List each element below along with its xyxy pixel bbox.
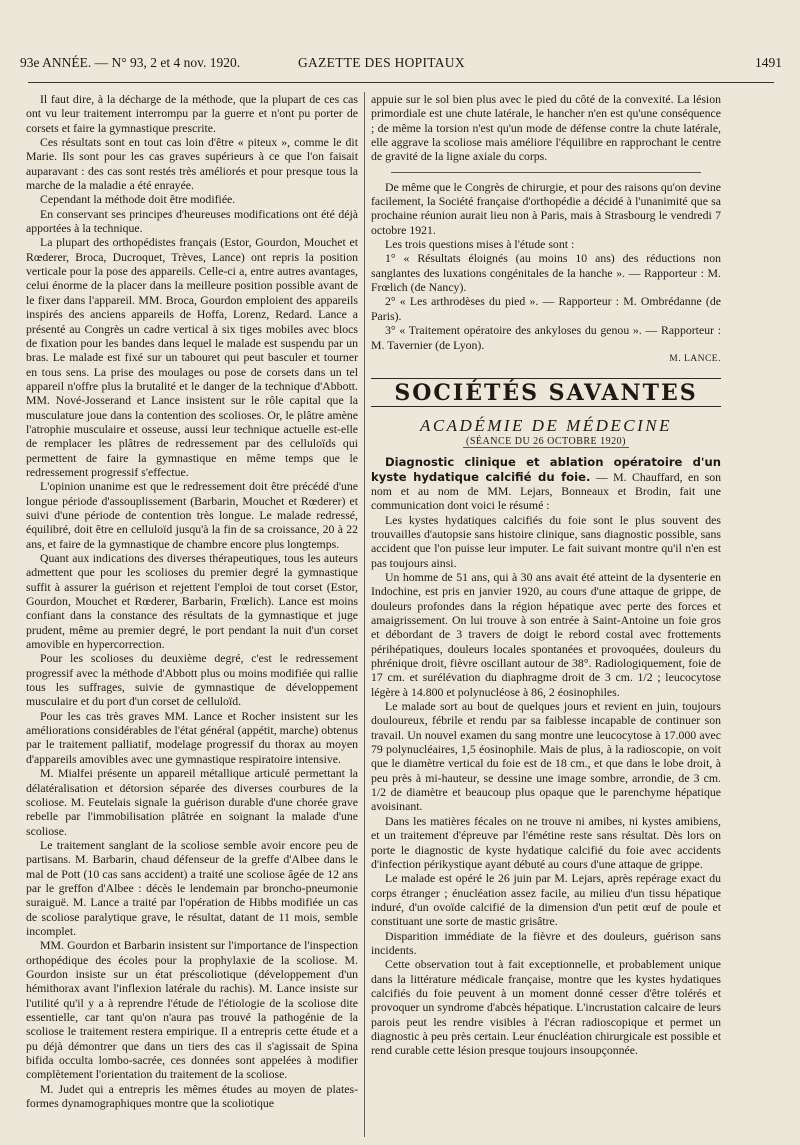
article-intro: — M. Chauffard, en son nom et au nom de MM. Lejars, Bonneaux et Brodin, fait une communication dont voici le résumé : [371, 469, 721, 513]
session-date-text: (SÉANCE DU 26 OCTOBRE 1920) [463, 436, 629, 448]
section-heading-box [371, 378, 721, 406]
paragraph: Cette observation tout à fait exceptionnelle, et probablement unique dans la littérature médicale française, montre que les kystes hydatiques calcifiés du foie peuvent à un moment donné cesser d'être tolérés et provoquer un syndrome d'abcès hépatique. L'incrustation calcaire de leurs parois peut les rendre visibles à l'écran radioscopique et permet un diagnostic à peu près certain. Leur énucléation chirurgicale est possible et rend curable cette lésion presque toujours insoupçonnée. [371, 957, 721, 1058]
paragraph: M. Judet qui a entrepris les mêmes études au moyen de plates-formes dynamographiques montre que la scoliotique [26, 1081, 358, 1111]
separator-rule [391, 172, 701, 173]
section-title: SOCIÉTÉS SAVANTES [394, 380, 698, 407]
paragraph: Ces résultats sont en tout cas loin d'être « piteux », comme le dit Marie. Ils sont pour les cas graves supérieurs à ce que l'on faisait auparavant : des cas sont restés très améliorés et pour presque tous la marche de la maladie a été enrayée. [26, 135, 358, 193]
paragraph: L'opinion unanime est que le redressement doit être précédé d'une longue période d'assouplissement (Barbarin, Mouchet et Rœderer) et suivi d'une période de contention très longue. Le malade redressé, équilibré, doit être en celluloïd jusqu'à la fin de sa croissance, 20 à 22 ans, et faire de la gymnastique de chambre encore plus longtemps. [26, 479, 358, 551]
paragraph: Les kystes hydatiques calcifiés du foie sont le plus souvent des trouvailles d'autopsie sans histoire clinique, sans diagnostic possible, sans accident que l'on puisse leur imputer. Le fait suivant montre qu'il n'en est pas toujours ainsi. [371, 512, 721, 570]
paragraph: De même que le Congrès de chirurgie, et pour des raisons qu'on devine facilement, la Société française d'orthopédie a décidé à l'unanimité que sa prochaine réunion aurait lieu non à Paris, mais à Strasbourg le vendredi 7 octobre 1921. [371, 179, 721, 237]
page-number: 1491 [755, 55, 782, 70]
academy-heading: ACADÉMIE DE MÉDECINE [419, 415, 673, 435]
header-rule [28, 82, 774, 83]
page-header [20, 52, 782, 74]
paragraph: M. Mialfei présente un appareil métallique articulé permettant la délatéralisation et détorsion séparée des diverses courbures de la scoliose. M. Feutelais signale la guérison durable d'une chorée grave rebelle par l'immobilisation plâtrée en soignant la malade d'une scoliose. [26, 766, 358, 838]
issue-info: 93e ANNÉE. — N° 93, 2 et 4 nov. 1920. [20, 55, 241, 70]
paragraph: Le traitement sanglant de la scoliose semble avoir encore peu de partisans. M. Barbarin, chaud défenseur de la greffe d'Albee dans le mal de Pott (10 cas sans accident) a traité une scoliose âgée de 12 ans par le greffon d'Albee : décès le lendemain par broncho-pneumonie suraiguë. M. Lance a traité par l'opération de Hibbs modifiée un cas de scoliose paralytique grave, le résultat, datant de 11 mois, semble incomplet. [26, 837, 358, 938]
paragraph: En conservant ses principes d'heureuses modifications ont été déjà apportées à la technique. [26, 206, 358, 236]
author-signature: M. LANCE. [669, 353, 721, 364]
paragraph: Le malade est opéré le 26 juin par M. Lejars, après repérage exact du corps étranger ; énucléation assez facile, au milieu d'un tissu hépatique induré, d'un ovoïde calcifié de la dimension d'un petit œuf de poule et constituant une sorte de mastic grisâtre. [371, 871, 721, 929]
question-item: 2° « Les arthrodèses du pied ». — Rapporteur : M. Ombrédanne (de Paris). [371, 294, 721, 323]
paragraph: Les trois questions mises à l'étude sont : [385, 237, 575, 252]
article-lead [371, 455, 721, 512]
column-divider [364, 92, 365, 1137]
paragraph: Disparition immédiate de la fièvre et des douleurs, guérison sans incidents. [371, 928, 721, 957]
question-item: 3° « Traitement opératoire des ankyloses du genou ». — Rapporteur : M. Tavernier (de Lyon). [371, 323, 721, 352]
paragraph: Il faut dire, à la décharge de la méthode, que la plupart de ces cas ont vu leur traitement interrompu par la guerre et n'ont pu porter de corsets et faire la gymnastique prescrite. [26, 92, 358, 135]
paragraph: appuie sur le sol bien plus avec le pied du côté de la convexité. La lésion primordiale est une chute latérale, le hancher n'en est qu'une conséquence ; de même la torsion n'est qu'un mode de défense contre la chute latérale, elle aggrave la scoliose mais améliore l'équilibre en rapprochant le centre de gravité de la ligne axiale du corps. [371, 92, 721, 164]
paragraph: Cependant la méthode doit être modifiée. [40, 192, 236, 207]
paragraph: Pour les scolioses du deuxième degré, c'est le redressement progressif avec la méthode d'Abbott plus ou moins modifiée qui rallie tous les suffrages, suivie de gymnastique de développement musculaire et du port d'un corset de celluloïd. [26, 651, 358, 709]
article-title: Diagnostic clinique et ablation opératoire d'un kyste hydatique calcifié du foie. [371, 455, 721, 484]
journal-title: GAZETTE DES HOPITAUX [298, 55, 465, 70]
paragraph: Le malade sort au bout de quelques jours et revient en juin, toujours douloureux, fébrile et rendu par sa faiblesse incapable de continuer son travail. Un nouvel examen du sang montre une leucocytose à 17.000 avec 79 polynucléaires, 1,5 éosinophile. Mais de plus, à la radioscopie, on voit que le diamètre vertical du foie est de 18 cm., et que dans le lobe droit, à peu près à mi-hauteur, se dessine une image sombre, arrondie, de 3 cm. 1/2 de diamètre et beaucoup plus opaque que le parenchyme hépatique avoisinant. [371, 699, 721, 814]
paragraph: Dans les matières fécales on ne trouve ni amibes, ni kystes amibiens, et un traitement d'épreuve par l'émétine reste sans résultat. Dès lors on porte le diagnostic de kyste hydatique calcifié du foie avec accidents d'infection périkystique ayant débuté au cours d'une attaque de grippe. [371, 813, 721, 871]
paragraph: Pour les cas très graves MM. Lance et Rocher insistent sur les améliorations considérables de l'état général (appétit, marche) obtenus par le traitement palliatif, modelage progressif du thorax au moyen d'appareils amovibles avec une gymnastique respiratoire intensive. [26, 708, 358, 766]
paragraph: MM. Gourdon et Barbarin insistent sur l'importance de l'inspection orthopédique des écoles pour la prophylaxie de la scoliose. M. Gourdon insiste sur un état préscoliotique (développement d'un hémithorax avant l'inflexion latérale du rachis). M. Lance insiste sur l'utilité qu'il y a à reprendre l'étude de l'étiologie de la scoliose dite essentielle, car tant qu'on n'aura pas trouvé la pathogénie de la scoliose le traitement restera empirique. Il a entrepris cette étude et a pu déjà démontrer que dans un tiers des cas il s'agissait de Spina bifida occulta lombo-sacrée, ces données sont appelées à modifier complètement l'orientation du traitement de la scoliose. [26, 938, 358, 1082]
right-column [371, 92, 721, 1140]
question-item: 1° « Résultats éloignés (au moins 10 ans) des réductions non sanglantes des luxations congénitales de la hanche ». — Rapporteur : M. Frœlich (de Nancy). [371, 251, 721, 295]
paragraph: Un homme de 51 ans, qui à 30 ans avait été atteint de la dysenterie en Indochine, est pris en janvier 1920, au cours d'une attaque de grippe, de douleurs profondes dans la région hépatique avec perte des forces et amaigrissement. On lui trouve à son entrée à Saint-Antoine un foie gros et débordant de 3 travers de doigt le rebord costal avec frottements périhépatiques, douleurs locales spontanées et provoquées, douleurs du phrénique droit, fièvre oscillant autour de 38°. Radiologiquement, foie de 17 cm. et surélévation du diaphragme droit de 3 cm. 1/2 ; leucocytose légère à 14.800 et polynucléose à 86, 2 éosinophiles. [371, 569, 721, 699]
session-date [371, 435, 721, 449]
left-column [26, 92, 358, 1140]
paragraph: La plupart des orthopédistes français (Estor, Gourdon, Mouchet et Rœderer, Broca, Ducroquet, Trèves, Lance) ont repris la position verticale pour la pose des appareils. Celle-ci a, entre autres avantages, celui énorme de la placer dans la meilleure position possible avant de le fixer dans l'appareil. MM. Broca, Gourdon emploient des appareils inspirés des anciens appareils de Hoffa, Lorenz, Redard. Lance a présenté au Congrès un cadre vertical à six tiges mobiles avec blocs de fixation pour les bandes dans lequel le malade est suspendu par un bras. Le malade est fixé sur un tabouret qui peut basculer et tourner en tous sens. La prise des moulages ou pose de corsets dans un tel appareil n'offre plus la brutalité et le danger de la technique d'Abbott. MM. Nové-Josserand et Lance insistent sur le rôle capital que la musculature joue dans la contention des scolioses. Or, le plâtre amène l'atrophie musculaire et osseuse, aussi leur technique actuelle est-elle de remplacer les plâtres de redressement par des celluloïds qui permettent de faire la gymnastique en même temps que le redressement progressif s'effectue. [26, 235, 358, 479]
paragraph: Quant aux indications des diverses thérapeutiques, tous les auteurs admettent que pour les scolioses du premier degré la gymnastique suffit à assurer la guérison et rejettent l'emploi de tout corset (Estor, Gourdon, Mouchet et Rœderer, Barbarin, Frœlich). Lance est moins confiant dans la constance des résultats de la gymnastique et juge prudent, même au premier degré, le port pendant la nuit d'un corset amovible en hypercorrection. [26, 551, 358, 652]
